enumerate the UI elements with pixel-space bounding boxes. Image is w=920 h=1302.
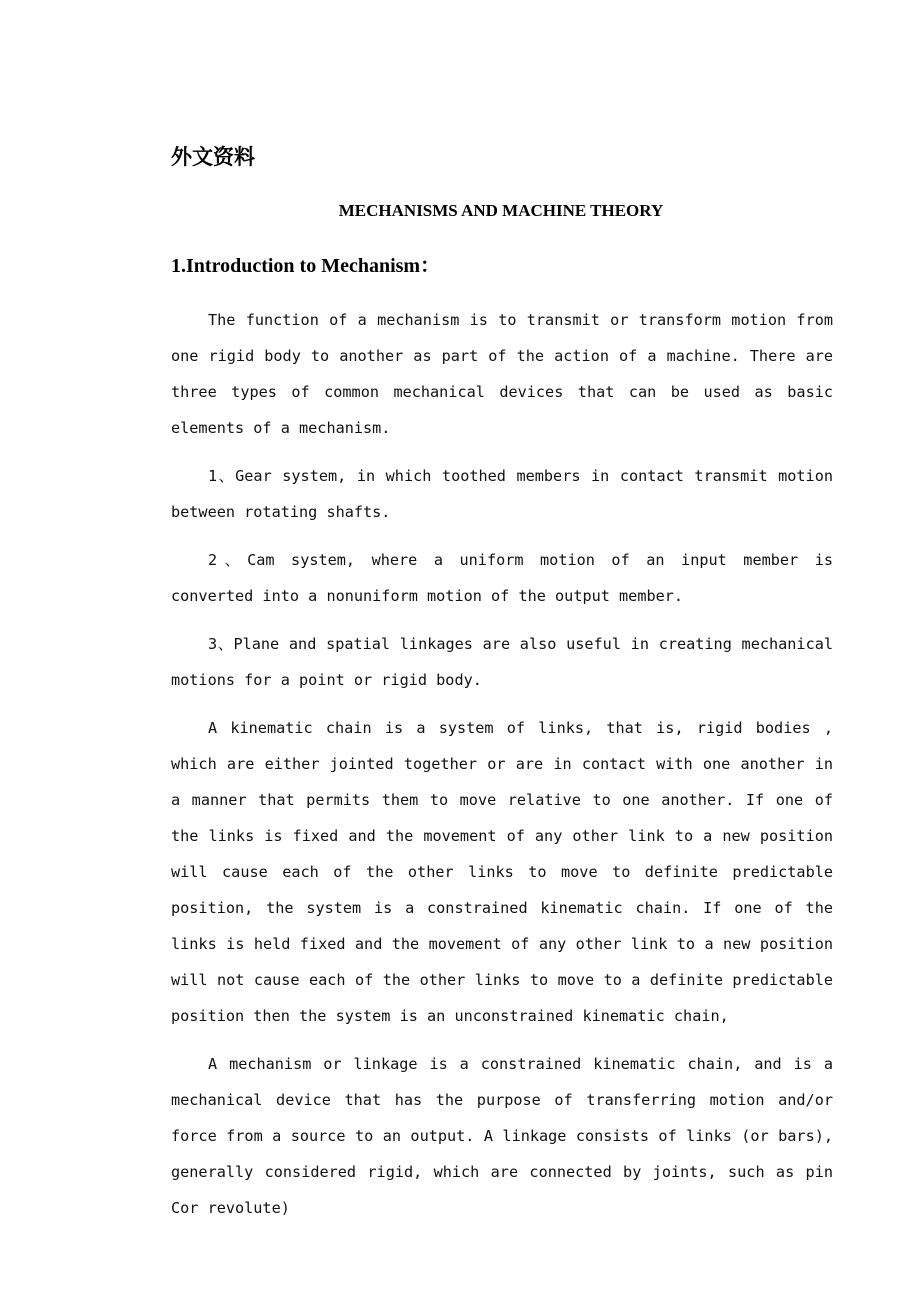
section-heading: 1.Introduction to Mechanism： (171, 255, 441, 277)
document-title: MECHANISMS AND MACHINE THEORY (338, 201, 664, 220)
paragraph-linkages: 3、Plane and spatial linkages are also useful in creating mechanical motions for a point or rigid body. (171, 635, 833, 689)
paragraph-mechanism-linkage: A mechanism or linkage is a constrained kinematic chain, and is a mechanical device that has the purpose of transferring motion and/or force from a source to an output. A linkage consists of links (or bars), generally considered rigid, which are connected by joints, such as pin Cor revolute) (171, 1055, 833, 1217)
paragraph-cam-system: 2、Cam system, where a uniform motion of an input member is converted into a nonuniform motion of the output member. (171, 551, 833, 605)
paragraph-intro: The function of a mechanism is to transmit or transform motion from one rigid body to another as part of the action of a machine. There are three types of common mechanical devices that can be used as basic elements of a mechanism. (171, 311, 833, 437)
paragraph-kinematic-chain: A kinematic chain is a system of links, that is, rigid bodies , which are either jointed together or are in contact with one another in a manner that permits them to move relative to one another. If one of the links is fixed and the movement of any other link to a new position will cause each of the other links to move to definite predictable position, the system is a constrained kinematic chain. If one of the links is held fixed and the movement of any other link to a new position will not cause each of the other links to move to a definite predictable position then the system is an unconstrained kinematic chain, (171, 719, 833, 1025)
body-text (171, 302, 833, 1238)
paragraph-gear-system: 1、Gear system, in which toothed members in contact transmit motion between rotating shafts. (171, 467, 833, 521)
cn-heading: 外文资料 (171, 145, 255, 169)
